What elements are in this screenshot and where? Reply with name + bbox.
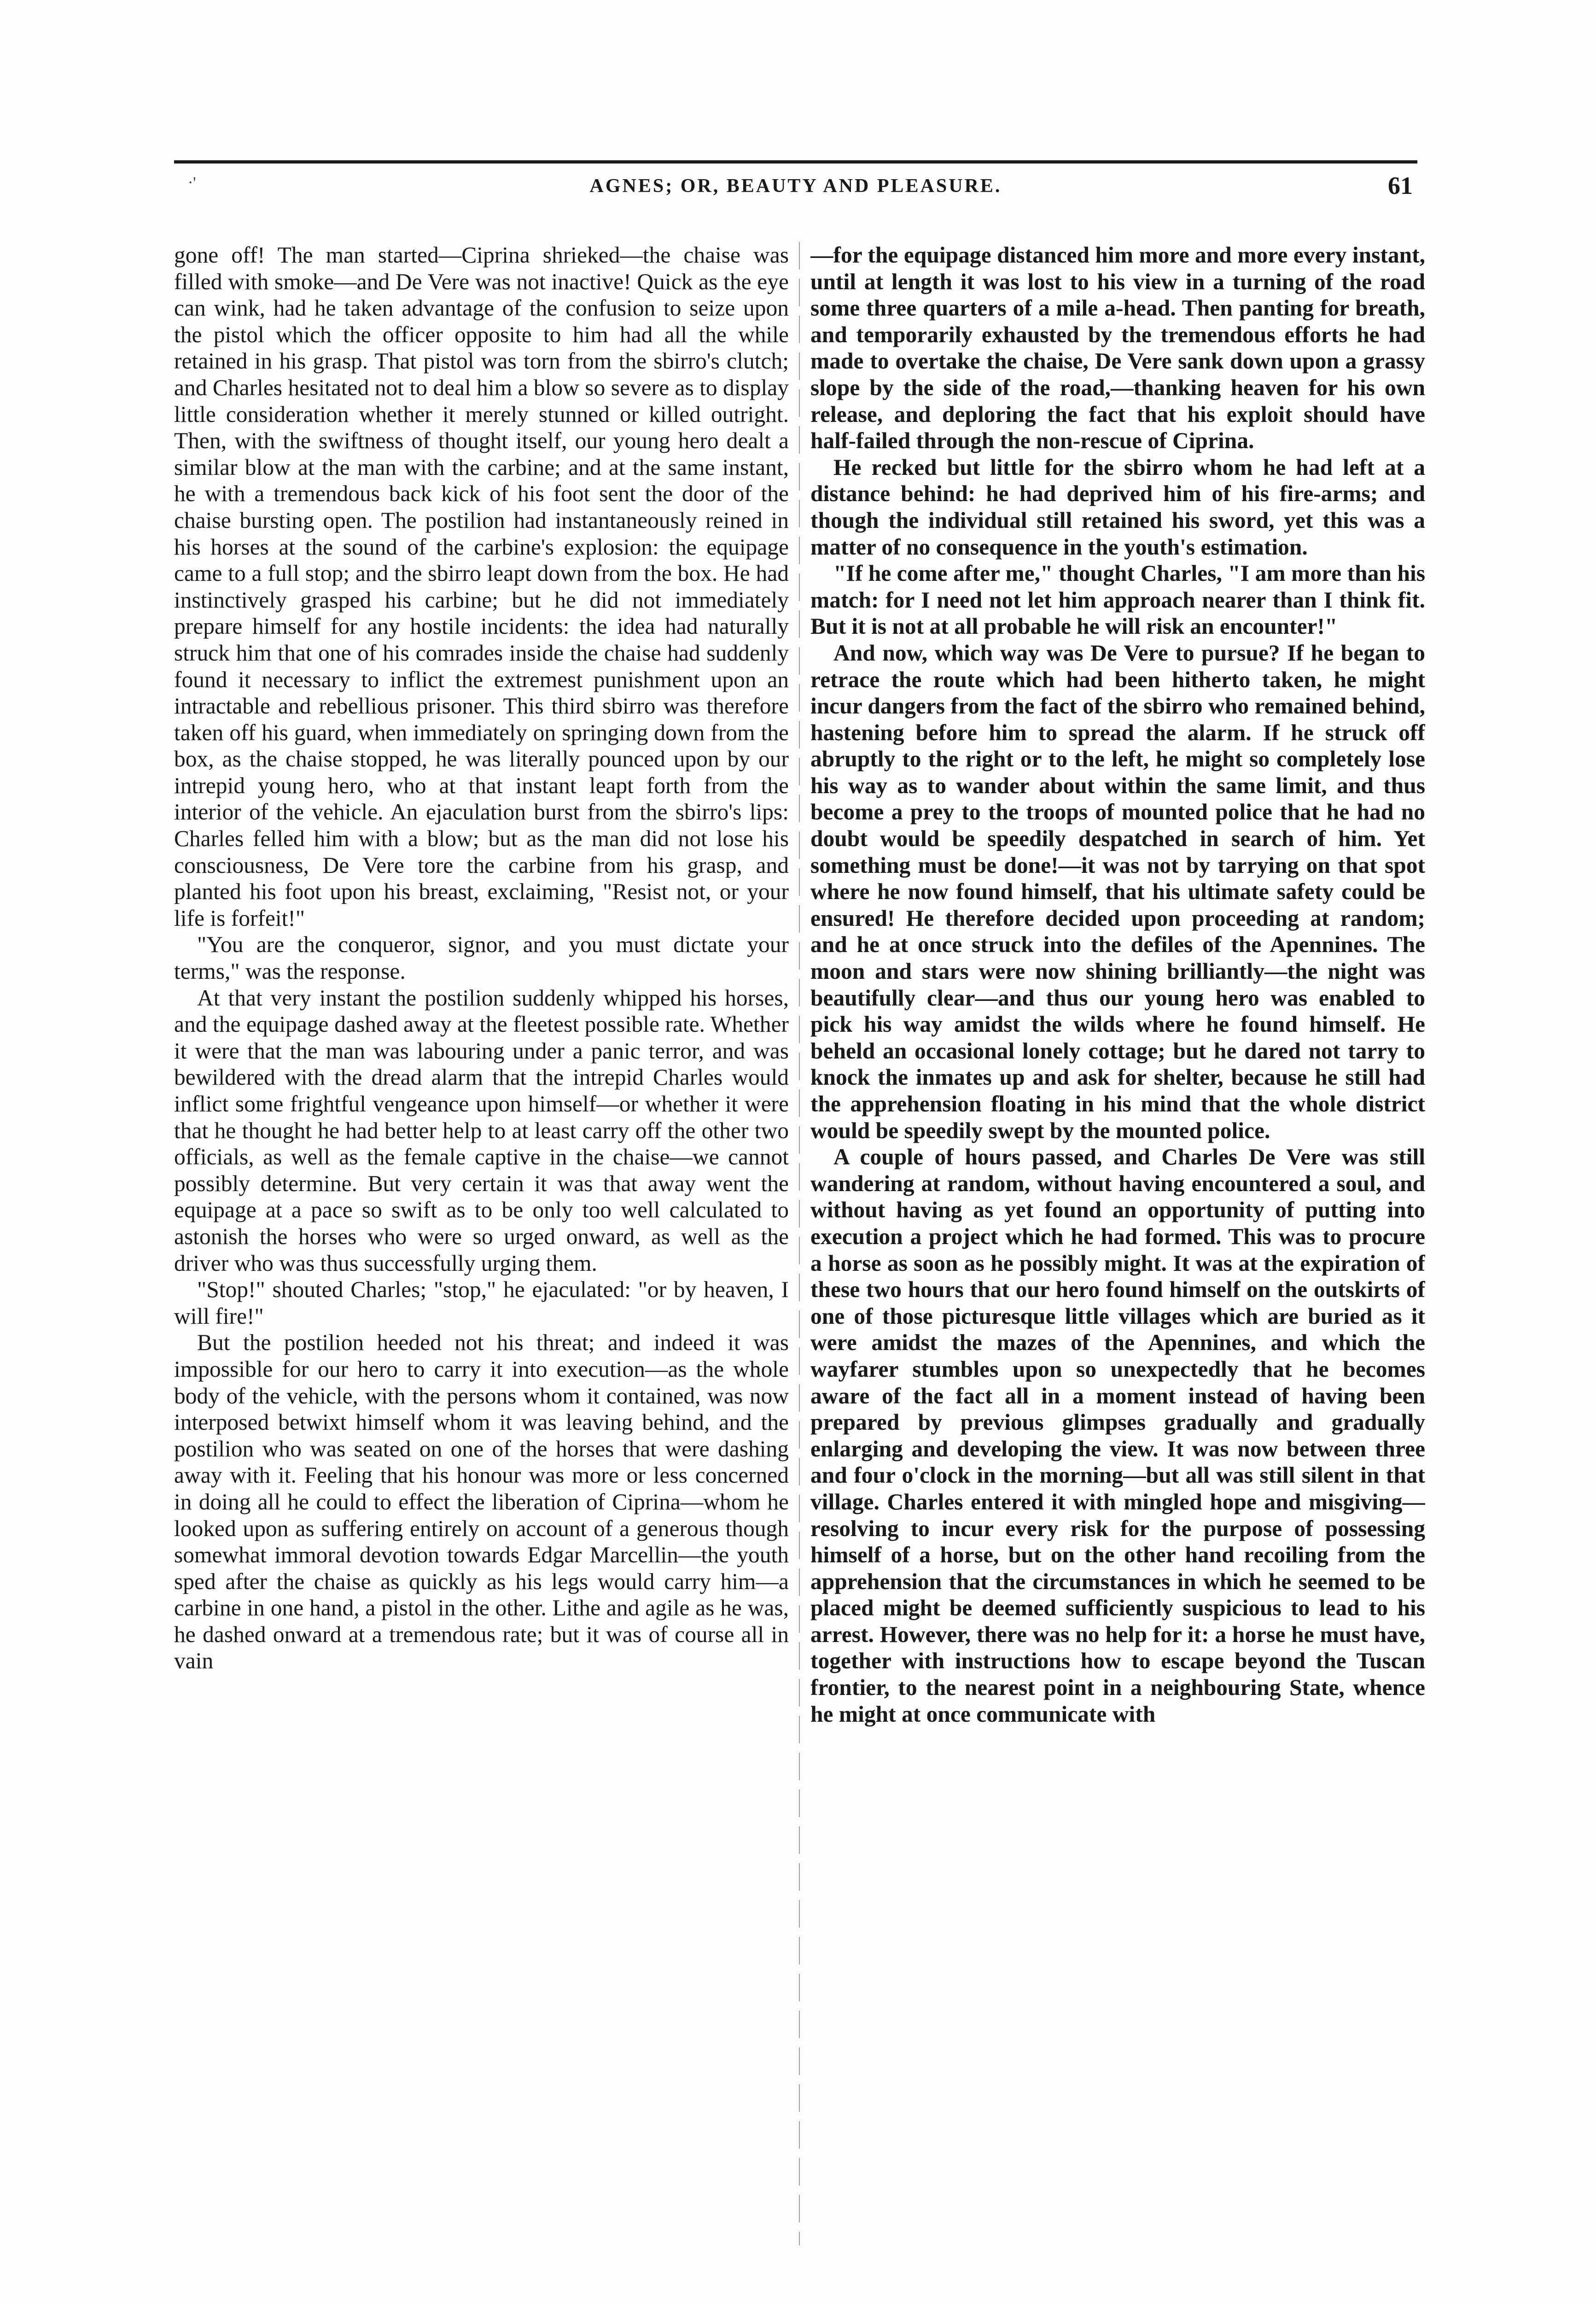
left-column — [174, 242, 789, 2245]
paragraph: "You are the conqueror, signor, and you must dictate your terms," was the response. — [174, 932, 789, 984]
paragraph: gone off! The man started—Ciprina shrieked—the chaise was filled with smoke—and De Vere was not inactive! Quick as the eye can wink, had he taken advantage of the confusion to seize upon the pistol which the officer opposite to him had all the while retained in his grasp. That pistol was torn from the sbirro's clutch; and Charles hesitated not to deal him a blow so severe as to display little consideration whether it merely stunned or killed outright. Then, with the swiftness of thought itself, our young hero dealt a similar blow at the man with the carbine; and at the same instant, he with a tremendous back kick of his foot sent the door of the chaise bursting open. The postilion had instantaneously reined in his horses at the sound of the carbine's explosion: the equipage came to a full stop; and the sbirro leapt down from the box. He had instinctively grasped his carbine; but he did not immediately prepare himself for any hostile incidents: the idea had naturally struck him that one of his comrades inside the chaise had suddenly found it necessary to inflict the extremest punishment upon an intractable and rebellious prisoner. This third sbirro was therefore taken off his guard, when immediately on springing down from the box, as the chaise stopped, he was literally pounced upon by our intrepid young hero, who at that instant leapt forth from the interior of the vehicle. An ejaculation burst from the sbirro's lips: Charles felled him with a blow; but as the man did not lose his consciousness, De Vere tore the carbine from his grasp, and planted his foot upon his breast, exclaiming, "Resist not, or your life is forfeit!" — [174, 242, 789, 931]
paragraph: "Stop!" shouted Charles; "stop," he ejaculated: "or by heaven, I will fire!" — [174, 1277, 789, 1329]
running-title: AGNES; OR, BEAUTY AND PLEASURE. — [589, 175, 1002, 197]
paragraph: "If he come after me," thought Charles, "I am more than his match: for I need not let him approach nearer than I think fit. But it is not at all probable he will risk an encounter!" — [810, 561, 1425, 639]
paragraph: At that very instant the postilion suddenly whipped his horses, and the equipage dashed away at the fleetest possible rate. Whether it were that the man was labouring under a panic terror, and was bewildered with the dread alarm that the intrepid Charles would inflict some frightful vengeance upon himself—or whether it were that he thought he had better help to at least carry off the other two officials, as well as the female captive in the chaise—we cannot possibly determine. But very certain it was that away went the equipage at a pace so swift as to be only too well calculated to astonish the horses who were so urged onward, as well as the driver who was thus successfully urging them. — [174, 985, 789, 1276]
right-column — [810, 242, 1425, 2245]
header-mark: ·' — [188, 174, 196, 191]
paragraph: And now, which way was De Vere to pursue? If he began to retrace the route which had been hitherto taken, he might incur dangers from the fact of the sbirro who remained behind, hastening before him to spread the alarm. If he struck off abruptly to the right or to the left, he might so completely lose his way as to wander about within the same limit, and thus become a prey to the troops of mounted police that he had no doubt would be speedily despatched in search of him. Yet something must be done!—it was not by tarrying on that spot where he now found himself, that his ultimate safety could be ensured! He therefore decided upon proceeding at random; and he at once struck into the defiles of the Apennines. The moon and stars were now shining brilliantly—the night was beautifully clear—and thus our young hero was enabled to pick his way amidst the wilds where he found himself. He beheld an occasional lonely cottage; but he dared not tarry to knock the inmates up and ask for shelter, because he still had the apprehension floating in his mind that the whole district would be speedily swept by the mounted police. — [810, 640, 1425, 1143]
column-divider — [799, 242, 800, 2245]
page-number: 61 — [1388, 172, 1413, 199]
paragraph: —for the equipage distanced him more and more every instant, until at length it was lost to his view in a turning of the road some three quarters of a mile a-head. Then panting for breath, and temporarily exhausted by the tremendous efforts he had made to overtake the chaise, De Vere sank down upon a grassy slope by the side of the road,—thanking heaven for his own release, and deploring the fact that his exploit should have half-failed through the non-rescue of Ciprina. — [810, 242, 1425, 454]
header-rule — [174, 160, 1417, 164]
paragraph: He recked but little for the sbirro whom he had left at a distance behind: he had deprived him of his fire-arms; and though the individual still retained his sword, yet this was a matter of no consequence in the youth's estimation. — [810, 454, 1425, 560]
paragraph: A couple of hours passed, and Charles De Vere was still wandering at random, without having encountered a soul, and without having as yet found an opportunity of putting into execution a project which he had formed. This was to procure a horse as soon as he possibly might. It was at the expiration of these two hours that our hero found himself on the outskirts of one of those picturesque little villages which are buried as it were amidst the mazes of the Apennines, and which the wayfarer stumbles upon so unexpectedly that he becomes aware of the fact all in a moment instead of having been prepared by previous glimpses gradually and gradually enlarging and developing the view. It was now between three and four o'clock in the morning—but all was still silent in that village. Charles entered it with mingled hope and misgiving—resolving to incur every risk for the purpose of possessing himself of a horse, but on the other hand recoiling from the apprehension that the circumstances in which he seemed to be placed might be deemed sufficiently suspicious to lead to his arrest. However, there was no help for it: a horse he must have, together with instructions how to escape beyond the Tuscan frontier, to the nearest point in a neighbouring State, whence he might at once communicate with — [810, 1144, 1425, 1727]
running-header — [174, 171, 1417, 204]
paragraph: But the postilion heeded not his threat; and indeed it was impossible for our hero to carry it into execution—as the whole body of the vehicle, with the persons whom it contained, was now interposed betwixt himself whom it was leaving behind, and the postilion who was seated on one of the horses that were dashing away with it. Feeling that his honour was more or less concerned in doing all he could to effect the liberation of Ciprina—whom he looked upon as suffering entirely on account of a generous though somewhat immoral devotion towards Edgar Marcellin—the youth sped after the chaise as quickly as his legs would carry him—a carbine in one hand, a pistol in the other. Lithe and agile as he was, he dashed onward at a tremendous rate; but it was of course all in vain — [174, 1330, 789, 1674]
